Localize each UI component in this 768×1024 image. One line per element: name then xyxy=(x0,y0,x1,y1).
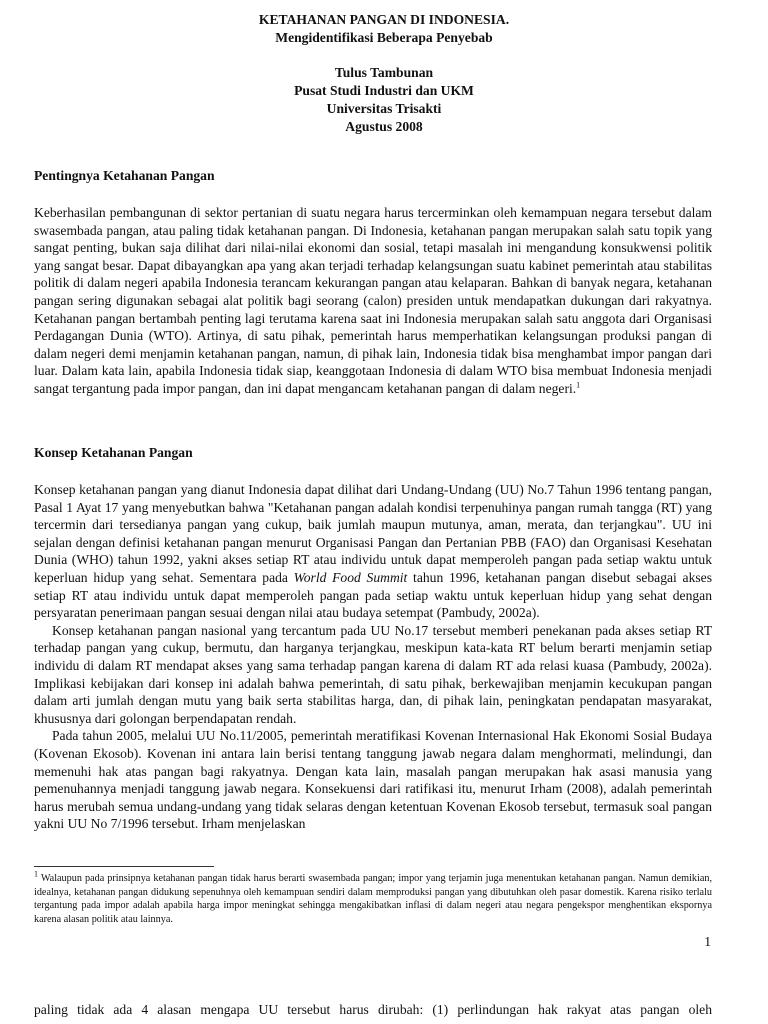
italic-term: World Food Summit xyxy=(293,569,408,585)
page-number: 1 xyxy=(704,934,711,949)
document-date: Agustus 2008 xyxy=(345,119,423,134)
footnote-ref[interactable]: 1 xyxy=(576,380,581,390)
paragraph-text: Konsep ketahanan pangan yang dianut Indonesia dapat dilihat dari Undang-Undang (UU) No.7 Tahun 1996 tentang pangan, Pasal 1 Ayat 17 yang menyebutkan bahwa "Ketahanan pangan adalah kondisi terpenuhinya pangan rumah tangga (RT) yang tercermin dari tersedianya pangan yang cukup, baik jumlah maupun mutunya, aman, merata, dan terjangkau". UU ini sejalan dengan definisi ketahanan pangan menurut Organisasi Pangan dan Pertanian PBB (FAO) dan Organisasi Kesehatan Dunia (WHO) tahun 1992, yakni akses setiap RT atau individu untuk dapat memperoleh pangan pada setiap waktu untuk keperluan hidup yang sehat. Sementara pada xyxy=(34,482,712,585)
paragraph xyxy=(34,204,712,398)
next-page-text: paling tidak ada 4 alasan mengapa UU tersebut harus dirubah: (1) perlindungan hak rakyat atas pangan oleh xyxy=(34,1002,712,1017)
title-block xyxy=(34,11,734,47)
section-heading-konsep: Konsep Ketahanan Pangan xyxy=(34,445,193,460)
footnote xyxy=(34,869,712,926)
footnote-number: 1 xyxy=(34,869,38,879)
footnote-divider xyxy=(34,866,214,867)
document-title: KETAHANAN PANGAN DI INDONESIA. xyxy=(258,12,510,27)
paragraph xyxy=(34,481,712,622)
author-university: Universitas Trisakti xyxy=(326,101,442,116)
paragraph-text: tahun 1996, ketahanan pangan disebut sebagai akses setiap RT atau individu untuk dapat memperoleh pangan pada setiap waktu untuk keperluan hidup yang sehat dengan persyaratan penerimaan pangan sesuai dengan nilai atau budaya setempat (Pambudy, 2002a). xyxy=(34,569,712,621)
document-subtitle: Mengidentifikasi Beberapa Penyebab xyxy=(275,30,493,45)
paragraph: Pada tahun 2005, melalui UU No.11/2005, pemerintah meratifikasi Kovenan Internasional Hak Ekonomi Sosial Budaya (Kovenan Ekosob). Kovenan ini antara lain berisi tentang tanggung jawab negara dalam menghormati, melindungi, dan memenuhi hak atas pangan bagi rakyatnya. Dengan kata lain, masalah pangan merupakan hak asasi manusia yang pemenuhannya menjadi tanggung jawab negara. Konsekuensi dari ratifikasi itu, menurut Irham (2008), adalah pemerintah harus merubah semua undang-undang yang tidak selaras dengan ketentuan Kovenan Ekosob tersebut, termasuk soal pangan yakni UU No 7/1996 tersebut. Irham menjelaskan xyxy=(34,728,712,832)
section-heading-pentingnya: Pentingnya Ketahanan Pangan xyxy=(34,168,215,183)
author-block xyxy=(34,64,734,136)
paragraph-text: Keberhasilan pembangunan di sektor pertanian di suatu negara harus tercerminkan oleh kemampuan negara tersebut dalam swasembada pangan, atau paling tidak ketahanan pangan. Di Indonesia, ketahanan pangan merupakan salah satu topik yang sangat penting, bukan saja dilihat dari nilai-nilai ekonomi dan sosial, tetapi masalah ini mengandung konsukwensi politik yang sangat besar. Dapat dibayangkan apa yang akan terjadi terhadap kelangsungan suatu kabinet pemerintah atau stabilitas politik di dalam negeri apabila Indonesia terancam kekurangan pangan atau kelaparan. Bahkan di banyak negara, ketahanan pangan sering digunakan sebagai alat politik bagi seorang (calon) presiden untuk mendapatkan dukungan dari rakyatnya. Ketahanan pangan bertambah penting lagi terutama karena saat ini Indonesia merupakan salah satu anggota dari Organisasi Perdagangan Dunia (WTO). Artinya, di satu pihak, pemerintah harus memperhatikan kelangsungan produksi pangan di dalam negeri demi menjamin ketahanan pangan, namun, di pihak lain, Indonesia tidak bisa menghambat impor pangan dari luar. Dalam kata lain, apabila Indonesia tidak siap, keanggotaan Indonesia di dalam WTO bisa membuat Indonesia menjadi sangat tergantung pada impor pangan, dan ini dapat mengancam ketahanan pangan di dalam negeri. xyxy=(34,205,712,396)
paragraph: Konsep ketahanan pangan nasional yang tercantum pada UU No.17 tersebut memberi penekanan pada akses setiap RT terhadap pangan yang cukup, bermutu, dan harganya terjangkau, meskipun kata-kata RT belum berarti menjamin setiap individu di dalam RT mendapat akses yang sama terhadap pangan karena di dalam RT ada relasi kuasa (Pambudy, 2002a). Implikasi kebijakan dari konsep ini adalah bahwa pemerintah, di satu pihak, berkewajiban menjamin kecukupan pangan dalam arti jumlah dengan mutu yang baik serta stabilitas harga, dan, di pihak lain, peningkatan pendapatan masyarakat, khususnya dari golongan berpendapatan rendah. xyxy=(34,622,712,726)
footnote-text: Walaupun pada prinsipnya ketahanan pangan tidak harus berarti swasembada pangan; impor yang terjamin juga menentukan ketahanan pangan. Namun demikian, idealnya, ketahanan pangan didukung sepenuhnya oleh kemampuan sendiri dalam memproduksi pangan yang dibutuhkan oleh pasar domestik. Karena risiko terlalu tergantung pada impor adalah apabila harga impor meningkat sehingga mengakibatkan inflasi di dalam negeri atau negara pengekspor menghentikan ekspornya karena alasan politik atau lainnya. xyxy=(34,873,712,925)
section-1-body xyxy=(34,204,712,398)
author-name: Tulus Tambunan xyxy=(334,65,434,80)
author-affiliation: Pusat Studi Industri dan UKM xyxy=(294,83,474,98)
section-2-body xyxy=(34,481,712,833)
